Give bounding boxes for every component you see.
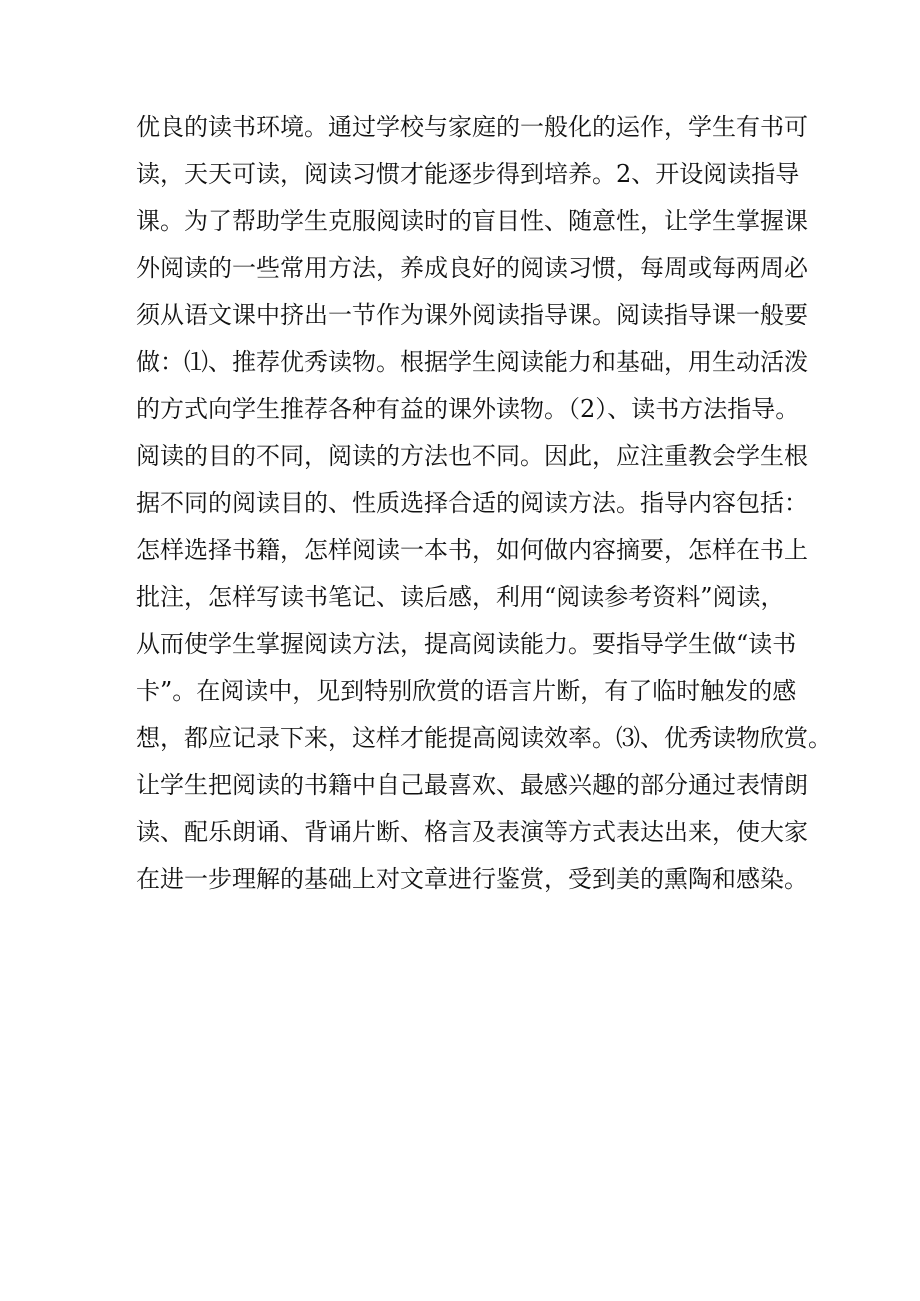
paragraph-line-5: 须从语文课中挤出一节作为课外阅读指导课。阅读指导课一般要 (136, 301, 808, 329)
paragraph-line-16: 读、配乐朗诵、背诵片断、格言及表演等方式表达出来，使大家 (136, 818, 808, 846)
paragraph-line-9: 据不同的阅读目的、性质选择合适的阅读方法。指导内容包括： (136, 489, 808, 517)
paragraph-line-4: 外阅读的一些常用方法，养成良好的阅读习惯，每周或每两周必 (136, 254, 808, 282)
paragraph-line-3: 课。为了帮助学生克服阅读时的盲目性、随意性，让学生掌握课 (136, 207, 808, 235)
paragraph-line-15: 让学生把阅读的书籍中自己最喜欢、最感兴趣的部分通过表情朗 (136, 771, 808, 799)
paragraph-line-8: 阅读的目的不同，阅读的方法也不同。因此，应注重教会学生根 (136, 442, 808, 470)
paragraph-line-12: 从而使学生掌握阅读方法，提高阅读能力。要指导学生做“读书 (136, 630, 797, 658)
paragraph-line-2: 读，天天可读，阅读习惯才能逐步得到培养。2、开设阅读指导 (136, 160, 800, 188)
paragraph-line-14: 想，都应记录下来，这样才能提高阅读效率。⑶、优秀读物欣赏。 (136, 724, 832, 752)
paragraph-line-10: 怎样选择书籍，怎样阅读一本书，如何做内容摘要，怎样在书上 (136, 536, 808, 564)
paragraph-line-11: 批注，怎样写读书笔记、读后感，利用“阅读参考资料”阅读， (136, 583, 785, 611)
body-paragraph (136, 104, 832, 903)
paragraph-line-13: 卡”。在阅读中，见到特别欣赏的语言片断，有了临时触发的感 (136, 677, 797, 705)
paragraph-line-6: 做：⑴、推荐优秀读物。根据学生阅读能力和基础，用生动活泼 (136, 348, 808, 376)
paragraph-line-7: 的方式向学生推荐各种有益的课外读物。（2）、读书方法指导。 (136, 395, 800, 423)
paragraph-line-17: 在进一步理解的基础上对文章进行鉴赏，受到美的熏陶和感染。 (136, 865, 808, 893)
paragraph-line-1: 优良的读书环境。通过学校与家庭的一般化的运作，学生有书可 (136, 113, 808, 141)
